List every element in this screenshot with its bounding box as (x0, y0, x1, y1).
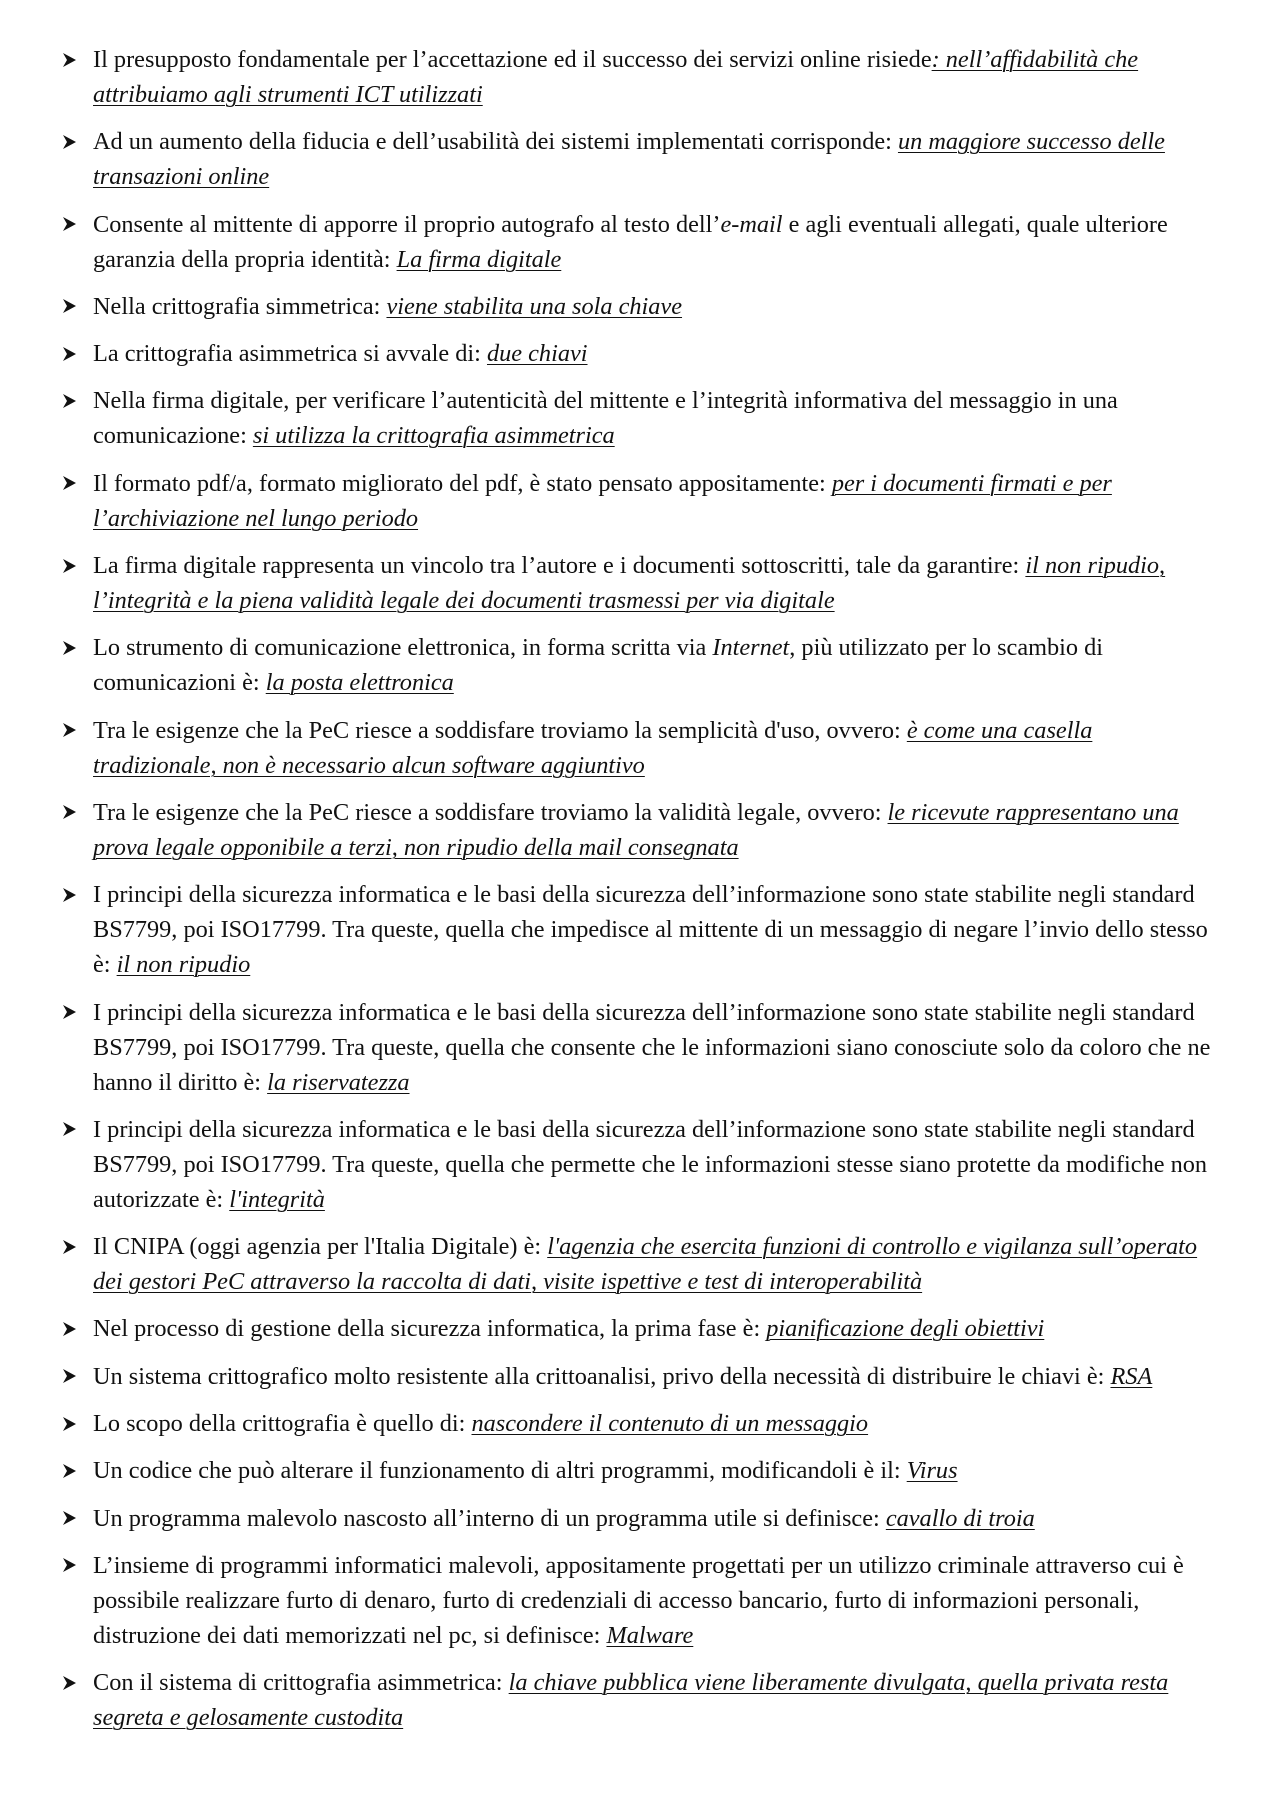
answer-text: per i documenti firmati e per l’archiviazione nel lungo periodo (93, 469, 1112, 532)
answer-text: le ricevute rappresentano una prova legale opponibile a terzi, non ripudio della mail consegnata (93, 798, 1179, 861)
list-item (60, 289, 1220, 324)
question-text: Nella firma digitale, per verificare l’autenticità del mittente e l’integrità informativa del messaggio in una comunicazione: (93, 387, 1118, 450)
list-item (60, 466, 1220, 536)
arrow-bullet-icon (60, 1453, 78, 1488)
arrow-bullet-icon (60, 1501, 78, 1536)
question-italic-term: e-mail (720, 210, 783, 238)
answer-text: la chiave pubblica viene liberamente divulgata, quella privata resta segreta e gelosamente custodita (93, 1669, 1169, 1732)
question-text: Il presupposto fondamentale per l’accettazione ed il successo dei servizi online risiede (93, 46, 932, 73)
arrow-bullet-icon (60, 877, 78, 912)
question-text: Lo strumento di comunicazione elettronica, in forma scritta via (93, 634, 713, 662)
answer-text: viene stabilita una sola chiave (386, 292, 683, 320)
question-text: I principi della sicurezza informatica e le basi della sicurezza dell’informazione sono state stabilite negli standard BS7799, poi ISO17799. Tra queste, quella che impedisce al mittente di un messaggio di negare l’invio dello stesso è: (93, 881, 1208, 979)
question-text: Tra le esigenze che la PeC riesce a soddisfare troviamo la semplicità d'uso, ovvero: (93, 716, 907, 744)
answer-text: La firma digitale (396, 245, 562, 273)
question-text: Nel processo di gestione della sicurezza informatica, la prima fase è: (93, 1315, 767, 1343)
arrow-bullet-icon (60, 1311, 78, 1346)
answer-text: Malware (606, 1621, 694, 1649)
question-text: Con il sistema di crittografia asimmetrica: (93, 1669, 509, 1697)
arrow-bullet-icon (60, 1665, 78, 1700)
arrow-bullet-icon (60, 383, 78, 418)
list-item (60, 995, 1220, 1100)
arrow-bullet-icon (60, 466, 78, 501)
list-item (60, 1229, 1220, 1299)
list-item (60, 207, 1220, 277)
arrow-bullet-icon (60, 630, 78, 665)
answer-text: si utilizza la crittografia asimmetrica (252, 422, 615, 450)
answer-text: l'integrità (229, 1185, 325, 1213)
arrow-bullet-icon (60, 1112, 78, 1147)
arrow-bullet-icon (60, 1359, 78, 1394)
list-item (60, 548, 1220, 618)
arrow-bullet-icon (60, 289, 78, 324)
answer-text: cavallo di troia (885, 1504, 1035, 1532)
question-text: Un sistema crittografico molto resistente alla crittoanalisi, privo della necessità di distribuire le chiavi è: (93, 1362, 1111, 1390)
answer-text: la riservatezza (267, 1068, 410, 1096)
answer-text: RSA (1110, 1362, 1153, 1390)
arrow-bullet-icon (60, 1406, 78, 1441)
list-item (60, 124, 1220, 194)
list-item (60, 1406, 1220, 1441)
list-item (60, 1453, 1220, 1488)
answer-text: la posta elettronica (265, 669, 454, 697)
answer-text: Virus (906, 1457, 958, 1485)
list-item (60, 630, 1220, 700)
arrow-bullet-icon (60, 42, 78, 77)
question-text: I principi della sicurezza informatica e le basi della sicurezza dell’informazione sono state stabilite negli standard BS7799, poi ISO17799. Tra queste, quella che consente che le informazioni siano conosciute solo da coloro che ne hanno il diritto è: (93, 998, 1211, 1096)
arrow-bullet-icon (60, 124, 78, 159)
question-text: e agli eventuali allegati, quale ulteriore garanzia della propria identità: (93, 210, 1168, 273)
answer-text: nascondere il contenuto di un messaggio (471, 1410, 869, 1438)
arrow-bullet-icon (60, 548, 78, 583)
arrow-bullet-icon (60, 713, 78, 748)
question-text: La crittografia asimmetrica si avvale di: (93, 340, 487, 368)
answer-text: è come una casella tradizionale, non è necessario alcun software aggiuntivo (93, 716, 1093, 779)
list-item (60, 383, 1220, 453)
answer-text: il non ripudio, l’integrità e la piena validità legale dei documenti trasmessi per via digitale (93, 552, 1166, 615)
question-text: La firma digitale rappresenta un vincolo tra l’autore e i documenti sottoscritti, tale da garantire: (93, 552, 1026, 580)
list-item (60, 1501, 1220, 1536)
list-item (60, 1311, 1220, 1346)
qa-list (60, 42, 1220, 1735)
question-text: , più utilizzato per lo scambio di comunicazioni è: (93, 634, 1104, 697)
question-text: Il formato pdf/a, formato migliorato del pdf, è stato pensato appositamente: (93, 469, 832, 497)
question-italic-term: Internet (712, 634, 790, 662)
arrow-bullet-icon (60, 1548, 78, 1583)
answer-text: il non ripudio (116, 951, 251, 979)
list-item (60, 1548, 1220, 1653)
question-text: Consente al mittente di apporre il proprio autografo al testo dell’ (93, 210, 721, 238)
list-item (60, 1112, 1220, 1217)
question-text: Tra le esigenze che la PeC riesce a soddisfare troviamo la validità legale, ovvero: (93, 798, 888, 826)
list-item (60, 42, 1220, 112)
question-text: I principi della sicurezza informatica e le basi della sicurezza dell’informazione sono state stabilite negli standard BS7799, poi ISO17799. Tra queste, quella che permette che le informazioni stesse siano protette da modifiche non autorizzate è: (93, 1115, 1208, 1213)
list-item (60, 795, 1220, 865)
question-text: L’insieme di programmi informatici malevoli, appositamente progettati per un utilizzo criminale attraverso cui è possibile realizzare furto di denaro, furto di credenziali di accesso bancario, furto di informazioni personali, distruzione dei dati memorizzati nel pc, si definisce: (93, 1551, 1184, 1649)
answer-text: un maggiore successo delle transazioni online (93, 128, 1165, 191)
answer-text: due chiavi (486, 340, 588, 368)
list-item (60, 336, 1220, 371)
arrow-bullet-icon (60, 995, 78, 1030)
list-item (60, 877, 1220, 982)
question-text: Lo scopo della crittografia è quello di: (93, 1410, 472, 1438)
question-text: Un programma malevolo nascosto all’interno di un programma utile si definisce: (93, 1504, 886, 1532)
arrow-bullet-icon (60, 207, 78, 242)
arrow-bullet-icon (60, 1229, 78, 1264)
arrow-bullet-icon (60, 795, 78, 830)
answer-text: pianificazione degli obiettivi (766, 1315, 1045, 1343)
list-item (60, 1359, 1220, 1394)
answer-text: l'agenzia che esercita funzioni di controllo e vigilanza sull’operato dei gestori PeC attraverso la raccolta di dati, visite ispettive e test di interoperabilità (93, 1233, 1198, 1296)
question-text: Nella crittografia simmetrica: (93, 292, 387, 320)
question-text: Ad un aumento della fiducia e dell’usabilità dei sistemi implementati corrisponde: (93, 128, 898, 156)
answer-text: : nell’affidabilità che attribuiamo agli strumenti ICT utilizzati (93, 46, 1139, 108)
question-text: Un codice che può alterare il funzionamento di altri programmi, modificandoli è il: (93, 1457, 907, 1485)
list-item (60, 713, 1220, 783)
question-text: Il CNIPA (oggi agenzia per l'Italia Digitale) è: (93, 1233, 548, 1261)
arrow-bullet-icon (60, 336, 78, 371)
list-item (60, 1665, 1220, 1735)
